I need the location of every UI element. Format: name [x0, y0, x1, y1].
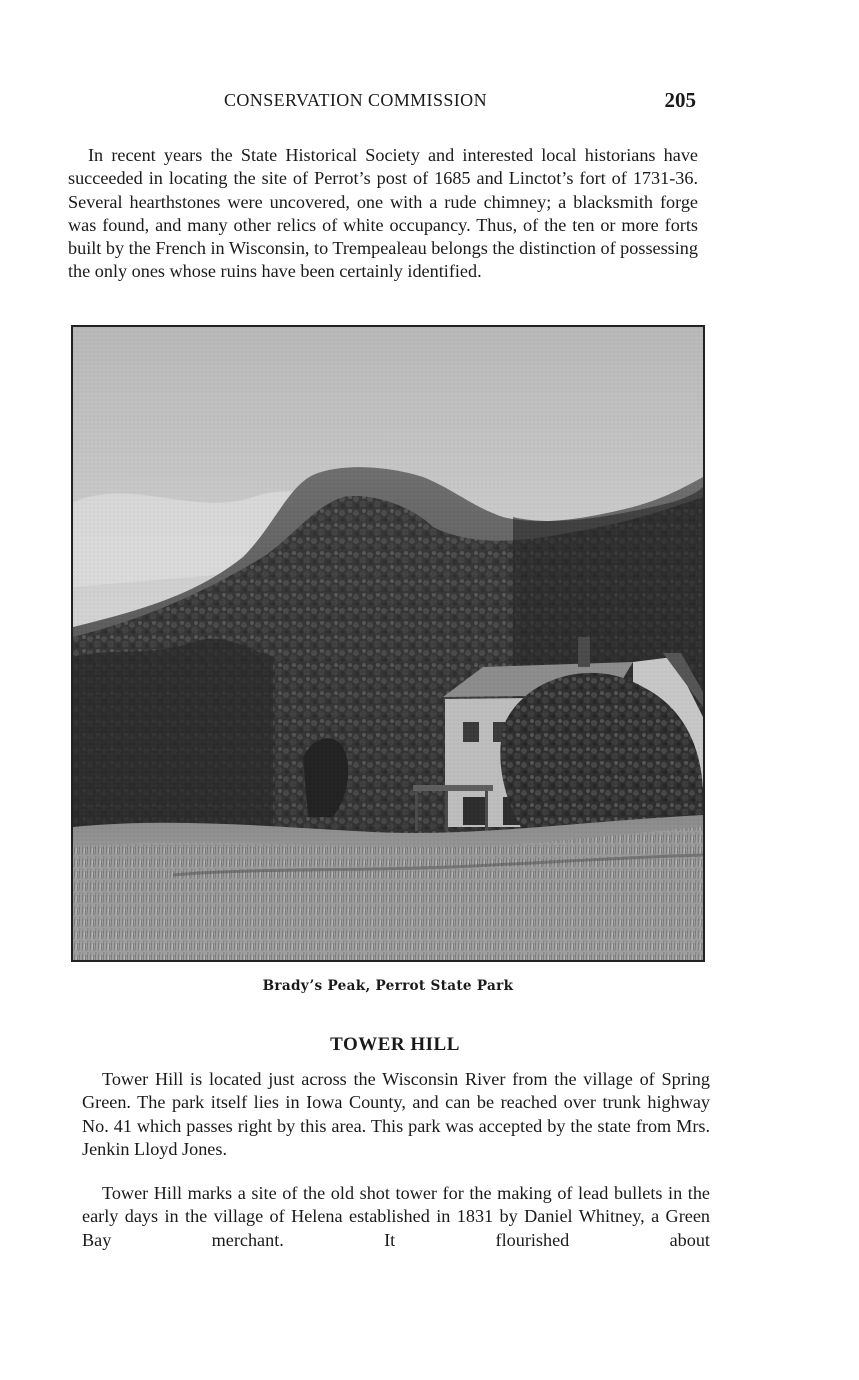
- section-heading: TOWER HILL: [330, 1034, 460, 1055]
- body-paragraph: Tower Hill marks a site of the old shot tower for the making of lead bullets in the early days in the village of Helena established in 1831 by Daniel Whitney, a Green Bay merchant. It flourished about: [82, 1183, 710, 1250]
- figure-caption: Brady’s Peak, Perrot State Park: [262, 978, 514, 994]
- brady-peak-photo: [73, 327, 703, 960]
- body-paragraph: Tower Hill is located just across the Wisconsin River from the village of Spring Green. The park itself lies in Iowa County, and can be reached over trunk highway No. 41 which passes right by this area. This park was accepted by the state from Mrs. Jenkin Lloyd Jones.: [82, 1069, 710, 1159]
- running-title: CONSERVATION COMMISSION: [224, 90, 487, 110]
- intro-paragraph: In recent years the State Historical Society and interested local historians have succeeded in locating the site of Perrot’s post of 1685 and Linctot’s fort of 1731-36. Several hearthstones were uncovered, one with a rude chimney; a blacksmith forge was found, and many other relics of white occupancy. Thus, of the ten or more forts built by the French in Wisconsin, to Trempealeau belongs the distinction of possessing the only ones whose ruins have been certainly identified.: [68, 145, 698, 282]
- halftone-photograph: [71, 325, 705, 962]
- running-head: [68, 88, 698, 116]
- page-number: 205: [664, 88, 696, 112]
